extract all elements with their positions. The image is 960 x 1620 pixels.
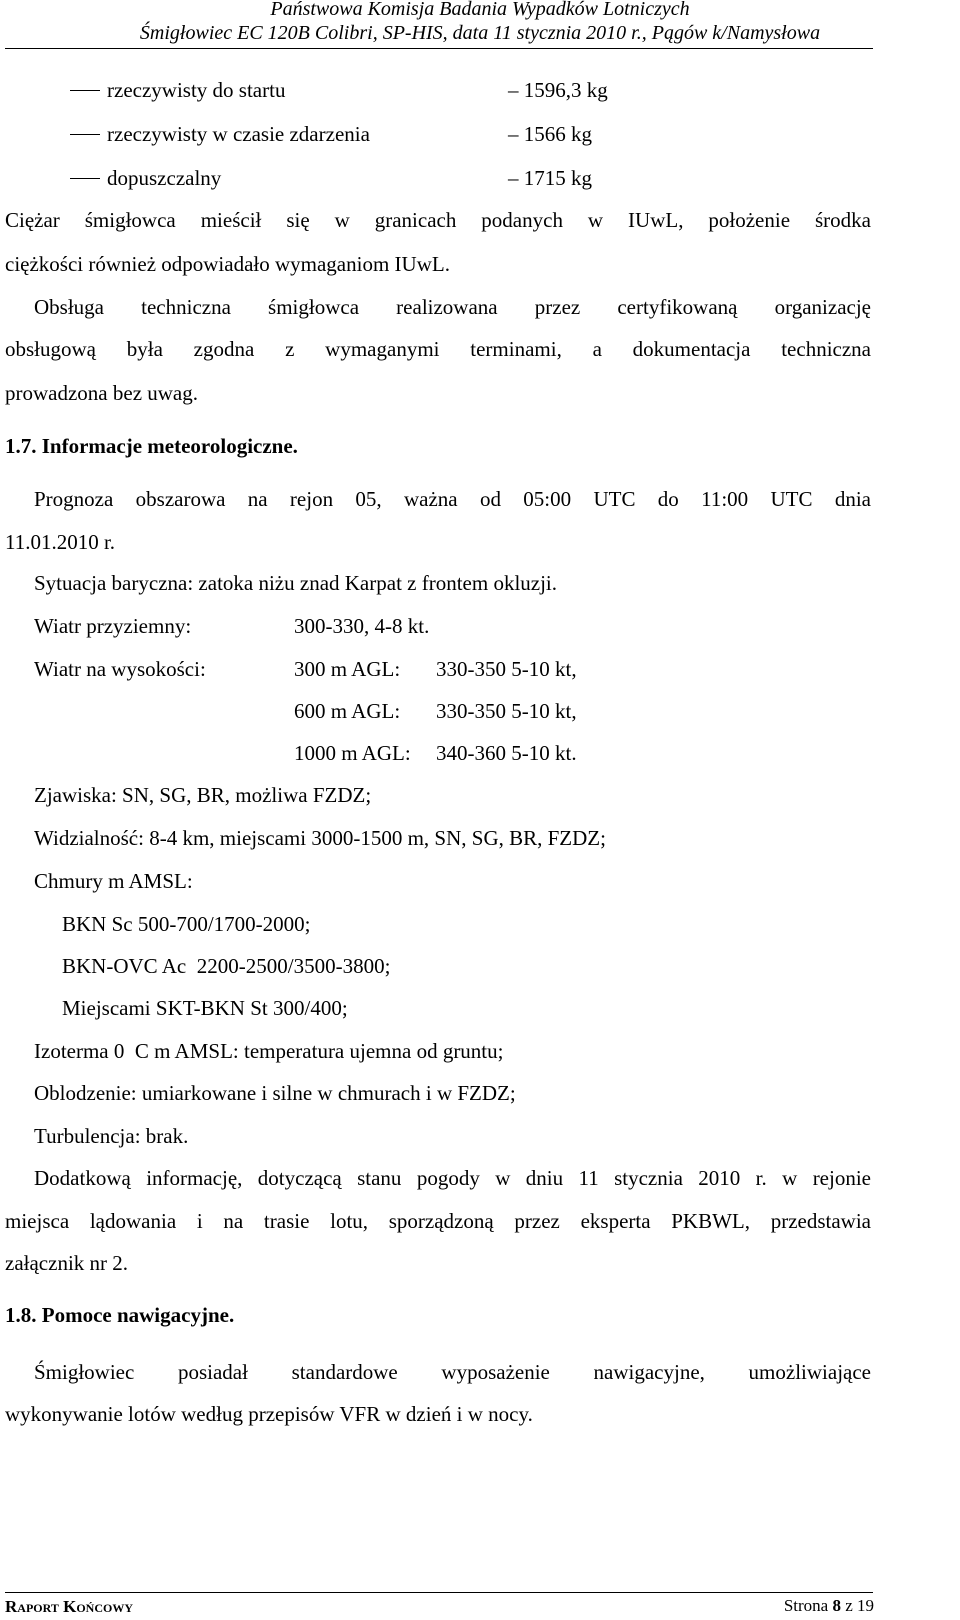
maintenance-para-line: prowadzona bez uwag. <box>5 381 198 405</box>
header-commission: Państwowa Komisja Badania Wypadków Lotniczych <box>270 0 690 20</box>
forecast-date: 11.01.2010 r. <box>5 530 116 554</box>
attachment-para-line: załącznik nr 2. <box>5 1251 129 1275</box>
weight-value: – 1566 kg <box>508 122 592 146</box>
nav-para-line: wykonywanie lotów według przepisów VFR w dzień i w nocy. <box>5 1402 533 1426</box>
cloud-layer: Miejscami SKT-BKN St 300/400; <box>62 996 348 1020</box>
nav-para-line: Śmigłowiec posiadał standardowe wyposażenie nawigacyjne, umożliwiające <box>34 1360 871 1384</box>
icing: Oblodzenie: umiarkowane i silne w chmurach i w FZDZ; <box>34 1081 516 1105</box>
footer-rule <box>5 1592 873 1593</box>
cloud-layer: BKN-OVC Ac 2200-2500/3500-3800; <box>62 954 391 978</box>
page-current: 8 <box>832 1596 841 1615</box>
weight-value: – 1715 kg <box>508 166 592 190</box>
header-incident: Śmigłowiec EC 120B Colibri, SP-HIS, data 11 stycznia 2010 r., Pągów k/Namysłowa <box>139 22 821 44</box>
section-heading-navaids: 1.8. Pomoce nawigacyjne. <box>5 1303 235 1327</box>
footer-page-number <box>784 1596 874 1616</box>
footer-report-title: Raport Końcowy <box>5 1597 133 1616</box>
attachment-para-line: miejsca lądowania i na trasie lotu, sporządzoną przez eksperta PKBWL, przedstawia <box>5 1209 871 1233</box>
weight-para-line: ciężkości również odpowiadało wymaganiom IUwL. <box>5 252 450 276</box>
altitude-wind-level: 600 m AGL: <box>294 699 401 723</box>
surface-wind-label: Wiatr przyziemny: <box>34 614 192 638</box>
altitude-wind-level: 300 m AGL: <box>294 657 401 681</box>
turbulence: Turbulencja: brak. <box>34 1124 189 1148</box>
weight-dash-3 <box>70 178 100 179</box>
page-total: 19 <box>857 1596 874 1615</box>
clouds-label: Chmury m AMSL: <box>34 869 193 893</box>
maintenance-para-line: Obsługa techniczna śmigłowca realizowana przez certyfikowaną organizację <box>34 295 871 319</box>
cloud-layer: BKN Sc 500-700/1700-2000; <box>62 912 311 936</box>
weight-para-line: Ciężar śmigłowca mieścił się w granicach podanych w IUwL, położenie środka <box>5 208 871 232</box>
header-rule <box>5 48 873 49</box>
visibility: Widzialność: 8-4 km, miejscami 3000-1500 m, SN, SG, BR, FZDZ; <box>34 826 606 850</box>
section-heading-meteo: 1.7. Informacje meteorologiczne. <box>5 434 298 458</box>
altitude-wind-label: Wiatr na wysokości: <box>34 657 206 681</box>
weight-dash-2 <box>70 134 100 135</box>
altitude-wind-value: 330-350 5-10 kt, <box>436 699 577 723</box>
attachment-para-line: Dodatkową informację, dotyczącą stanu pogody w dniu 11 stycznia 2010 r. w rejonie <box>34 1166 871 1190</box>
surface-wind-value: 300-330, 4-8 kt. <box>294 614 430 638</box>
weight-label: rzeczywisty w czasie zdarzenia <box>107 122 370 146</box>
weight-label: rzeczywisty do startu <box>107 78 286 102</box>
altitude-wind-value: 340-360 5-10 kt. <box>436 741 577 765</box>
altitude-wind-value: 330-350 5-10 kt, <box>436 657 577 681</box>
page-prefix: Strona <box>783 1596 829 1615</box>
weight-value: – 1596,3 kg <box>508 78 608 102</box>
maintenance-para-line: obsługową była zgodna z wymaganymi terminami, a dokumentacja techniczna <box>5 337 871 361</box>
isotherm: Izoterma 0 C m AMSL: temperatura ujemna od gruntu; <box>34 1039 504 1063</box>
synoptic-situation: Sytuacja baryczna: zatoka niżu znad Karpat z frontem okluzji. <box>34 571 558 595</box>
altitude-wind-level: 1000 m AGL: <box>294 741 411 765</box>
phenomena: Zjawiska: SN, SG, BR, możliwa FZDZ; <box>34 783 372 807</box>
page-of: z <box>845 1596 853 1615</box>
weight-label: dopuszczalny <box>107 166 222 190</box>
forecast-line: Prognoza obszarowa na rejon 05, ważna od 05:00 UTC do 11:00 UTC dnia <box>34 487 871 511</box>
weight-dash-1 <box>70 90 100 91</box>
